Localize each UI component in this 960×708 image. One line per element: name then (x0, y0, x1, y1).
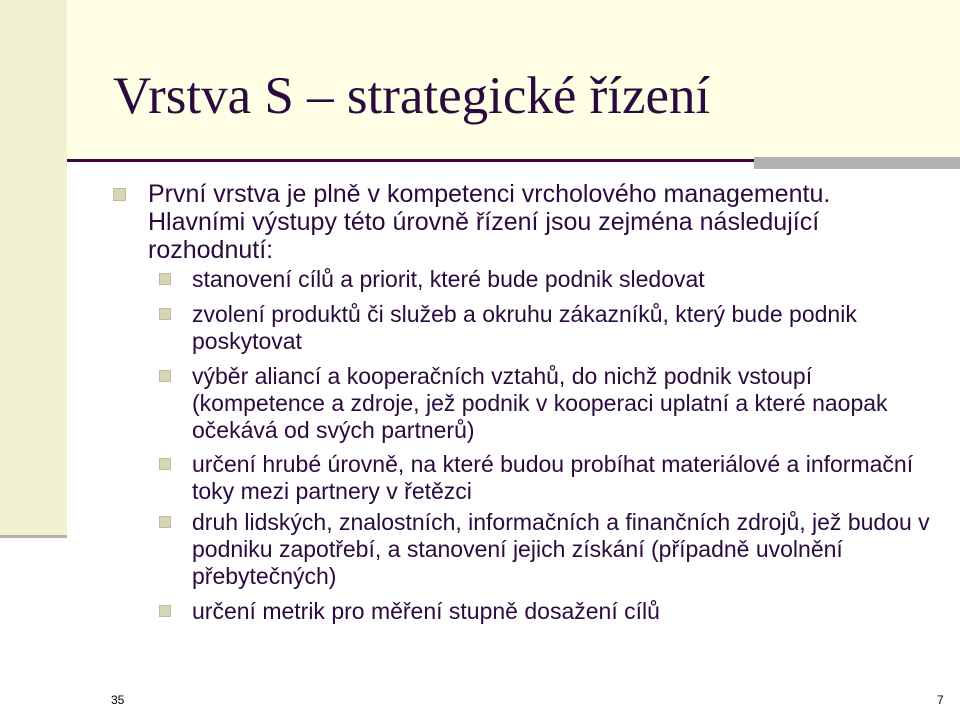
sub-bullet-text: určení metrik pro měření stupně dosažení cílů (192, 598, 660, 624)
sub-bullet (161, 301, 941, 355)
page-number-right: 7 (937, 693, 944, 707)
square-bullet-icon (159, 516, 171, 528)
sub-bullet-text: určení hrubé úrovně, na které budou probíhat materiálové a informační toky mezi partnery v řetězci (192, 451, 914, 504)
slide-title: Vrstva S – strategické řízení (113, 67, 711, 125)
sub-bullet (161, 363, 941, 444)
sub-bullet (161, 266, 941, 293)
page-number-left: 35 (111, 693, 125, 707)
square-bullet-icon (159, 308, 171, 320)
square-bullet-icon (159, 605, 171, 617)
square-bullet-icon (159, 458, 171, 470)
left-decor-bar (0, 0, 67, 538)
square-bullet-icon (159, 370, 171, 382)
sub-bullet-text: druh lidských, znalostních, informačních a finančních zdrojů, jež budou v podniku zapotřebí, a stanovení jejich získání (případně uvolnění přebytečných) (192, 509, 930, 589)
bullet-intro (115, 180, 905, 264)
square-bullet-icon (113, 188, 126, 201)
sub-bullet (161, 451, 941, 505)
sub-bullet-text: zvolení produktů či služeb a okruhu zákazníků, který bude podnik poskytovat (192, 301, 857, 354)
sub-bullet (161, 509, 941, 590)
square-bullet-icon (159, 273, 171, 285)
gray-accent-bar (754, 157, 960, 169)
sub-bullet-text: stanovení cílů a priorit, které bude podnik sledovat (192, 266, 705, 292)
bullet-intro-text: První vrstva je plně v kompetenci vrcholového managementu. Hlavními výstupy této úrovně řízení jsou zejména následující rozhodnutí: (148, 180, 831, 264)
sub-bullet (161, 598, 941, 625)
sub-bullet-text: výběr aliancí a kooperačních vztahů, do nichž podnik vstoupí (kompetence a zdroje, jež podnik v kooperaci uplatní a které naopak očekává od svých partnerů) (192, 363, 888, 443)
left-decor-line (0, 535, 67, 538)
